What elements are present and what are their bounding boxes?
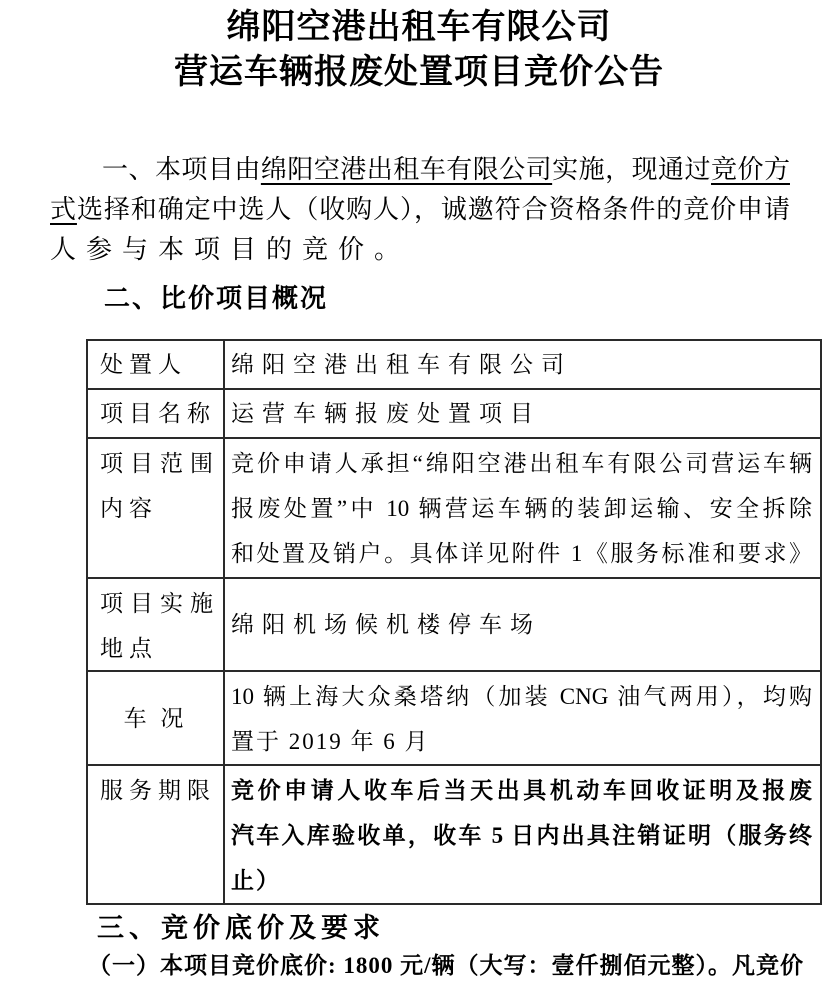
cell-label: 项目实施地点 — [88, 579, 225, 670]
cell-value — [225, 439, 820, 577]
text-segment: 人参与本项目的竞价。 — [50, 235, 411, 264]
cell-value-line: 运营车辆报废处置项目 — [231, 401, 541, 426]
underlined-text: 绵阳空港出租车有限公司 — [260, 155, 553, 184]
cell-value-line: 报废处置”中 10 辆营运车辆的装卸运输、安全拆除 — [231, 496, 812, 521]
text-segment: 一、本项目由 — [102, 155, 261, 184]
cell-value — [225, 579, 820, 670]
cell-label: 处置人 — [88, 341, 225, 388]
text-segment: 选择和确定中选人（收购人），诚邀符合资格条件的竞价申请 — [76, 195, 790, 224]
project-overview-table — [86, 339, 822, 905]
section3-first-line: （一）本项目竞价底价: 1800 元/辆（大写：壹仟捌佰元整）。凡竞价 — [88, 953, 805, 978]
cell-value-line: 10 辆上海大众桑塔纳（加装 CNG 油气两用），均购 — [231, 684, 812, 709]
cell-value-line: 汽车入库验收单，收车 5 日内出具注销证明（服务终 — [231, 823, 812, 848]
cell-label: 服务期限 — [88, 766, 225, 903]
section3-heading: 三、竞价底价及要求 — [97, 913, 385, 943]
text-segment: 实施，现通过 — [552, 155, 712, 184]
table-row-vehicle-condition — [88, 670, 820, 764]
cell-value-line: 绵阳空港出租车有限公司 — [231, 352, 572, 377]
cell-value — [225, 390, 820, 437]
document-title-line1: 绵阳空港出租车有限公司 — [226, 9, 612, 46]
section2-heading: 二、比价项目概况 — [104, 284, 329, 313]
cell-value-line: 置于 2019 年 6 月 — [231, 729, 430, 754]
cell-value — [225, 341, 820, 388]
table-row-project-scope — [88, 437, 820, 577]
cell-value-line: 和处置及销户。具体详见附件 1《服务标准和要求》 — [231, 541, 812, 566]
cell-value — [225, 766, 820, 903]
cell-value-line: 竞价申请人承担“绵阳空港出租车有限公司营运车辆 — [231, 451, 812, 476]
intro-line — [50, 190, 790, 230]
document-title-line2: 营运车辆报废处置项目竞价公告 — [174, 54, 664, 91]
cell-value-line: 竞价申请人收车后当天出具机动车回收证明及报废 — [231, 778, 812, 803]
cell-label: 项目范围内容 — [88, 439, 225, 577]
cell-label: 车 况 — [88, 672, 225, 764]
cell-value — [225, 672, 820, 764]
table-row-project-name — [88, 388, 820, 437]
table-row-service-term — [88, 764, 820, 903]
cell-value-line: 止） — [231, 868, 281, 893]
intro-paragraph — [50, 150, 790, 270]
intro-line — [50, 230, 790, 270]
underlined-text: 竞价方 — [711, 155, 790, 184]
underlined-text: 式 — [50, 195, 77, 224]
cell-value-line: 绵阳机场候机楼停车场 — [231, 612, 541, 637]
table-row-project-location — [88, 577, 820, 670]
cell-label: 项目名称 — [88, 390, 225, 437]
table-row-disposer — [88, 341, 820, 388]
intro-line — [50, 150, 790, 190]
